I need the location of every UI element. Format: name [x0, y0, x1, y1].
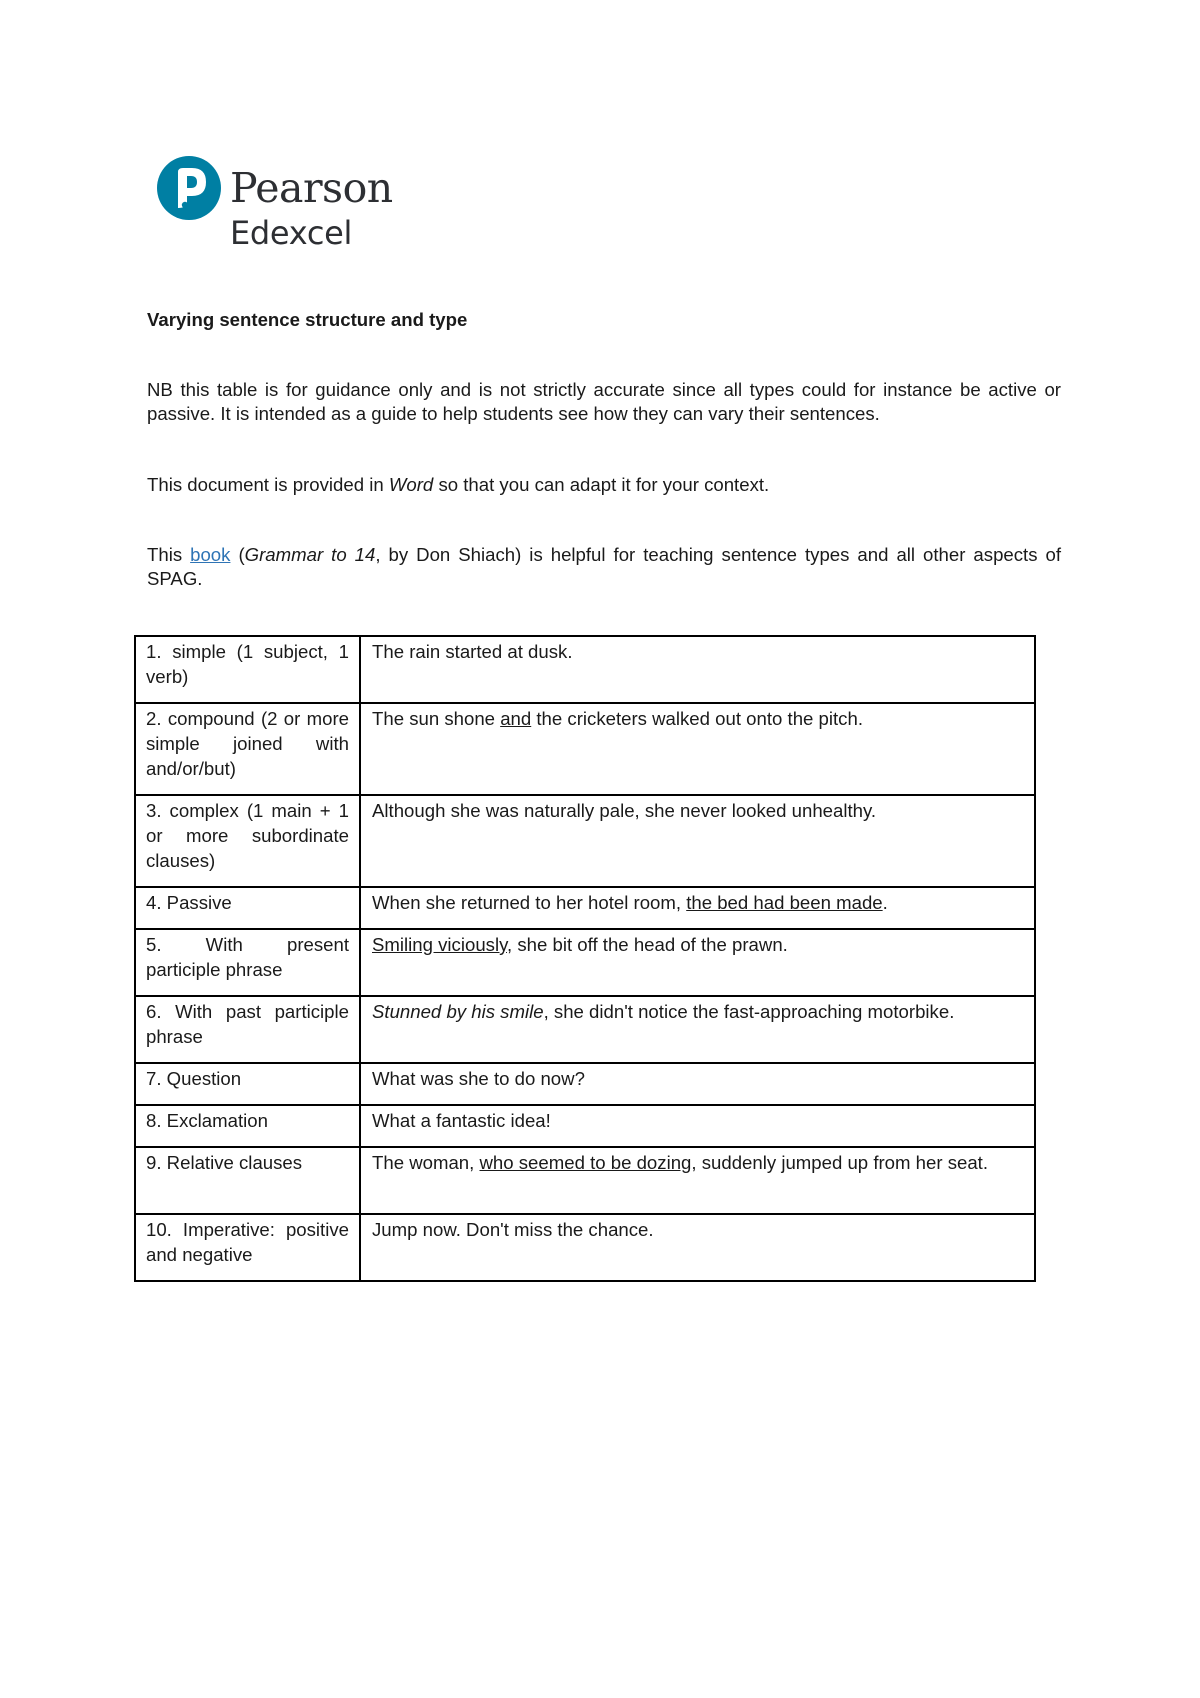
word-note-post: so that you can adapt it for your context. [433, 474, 770, 495]
example-underlined: Smiling viciously [372, 934, 508, 955]
table-row [135, 1147, 1035, 1214]
example-cell [360, 996, 1035, 1063]
example-text: the cricketers walked out onto the pitch. [531, 708, 863, 729]
example-text: , suddenly jumped up from her seat. [691, 1152, 989, 1173]
example-cell [360, 636, 1035, 703]
table-row [135, 795, 1035, 887]
pearson-p-mark-icon [156, 155, 222, 221]
sentence-type-cell: 8. Exclamation [135, 1105, 360, 1147]
sentence-type-cell: 5. With present participle phrase [135, 929, 360, 996]
example-text: The rain started at dusk. [372, 641, 573, 662]
page-title: Varying sentence structure and type [147, 309, 468, 330]
table-row [135, 887, 1035, 929]
example-text: What was she to do now? [372, 1068, 585, 1089]
table-row [135, 636, 1035, 703]
sentence-types-table [134, 635, 1036, 1282]
book-note-pre: This [147, 544, 191, 565]
sentence-type-cell: 4. Passive [135, 887, 360, 929]
table-row [135, 1105, 1035, 1147]
example-text: The woman, [372, 1152, 480, 1173]
example-text: . [882, 892, 888, 913]
logo-sub-text: Edexcel [230, 214, 353, 252]
table-row [135, 1214, 1035, 1281]
sentence-type-cell: 10. Imperative: positive and negative [135, 1214, 360, 1281]
example-cell [360, 1105, 1035, 1147]
sentence-type-cell: 6. With past participle phrase [135, 996, 360, 1063]
book-title: Grammar to 14 [244, 544, 376, 565]
example-underlined: and [500, 708, 532, 729]
sentence-type-cell: 9. Relative clauses [135, 1147, 360, 1214]
example-text: When she returned to her hotel room, [372, 892, 687, 913]
table-row [135, 996, 1035, 1063]
book-note-post: , by Don Shiach) is helpful for teaching sentence types and all other aspects of SPAG. [147, 544, 1062, 589]
word-note [147, 473, 1061, 497]
example-cell [360, 703, 1035, 795]
example-text: Although she was naturally pale, she never looked unhealthy. [372, 800, 877, 821]
example-cell [360, 887, 1035, 929]
book-note-mid: ( [230, 544, 245, 565]
sentence-type-cell: 2. compound (2 or more simple joined with and/or/but) [135, 703, 360, 795]
word-note-pre: This document is provided in [147, 474, 389, 495]
example-text: What a fantastic idea! [372, 1110, 551, 1131]
example-text: , she didn't notice the fast-approaching motorbike. [543, 1001, 955, 1022]
book-note [147, 543, 1061, 591]
logo-brand-text: Pearson [230, 164, 393, 212]
guidance-note: NB this table is for guidance only and is not strictly accurate since all types could for instance be active or passive. It is intended as a guide to help students see how they can vary their sentences. [147, 379, 1061, 424]
table-row [135, 703, 1035, 795]
table-row [135, 929, 1035, 996]
example-cell [360, 1147, 1035, 1214]
book-link[interactable]: book [190, 544, 231, 565]
sentence-type-cell: 7. Question [135, 1063, 360, 1105]
example-cell [360, 1214, 1035, 1281]
example-text: The sun shone [372, 708, 501, 729]
example-text: , she bit off the head of the prawn. [507, 934, 788, 955]
example-cell [360, 795, 1035, 887]
example-text: Jump now. Don't miss the chance. [372, 1219, 654, 1240]
example-cell [360, 1063, 1035, 1105]
example-italic: Stunned by his smile [372, 1001, 544, 1022]
example-cell [360, 929, 1035, 996]
sentence-type-cell: 3. complex (1 main + 1 or more subordinate clauses) [135, 795, 360, 887]
word-note-italic: Word [388, 474, 434, 495]
example-underlined: the bed had been made [686, 892, 883, 913]
sentence-type-cell: 1. simple (1 subject, 1 verb) [135, 636, 360, 703]
table-row [135, 1063, 1035, 1105]
example-underlined: who seemed to be dozing [479, 1152, 692, 1173]
pearson-edexcel-logo [156, 155, 396, 255]
